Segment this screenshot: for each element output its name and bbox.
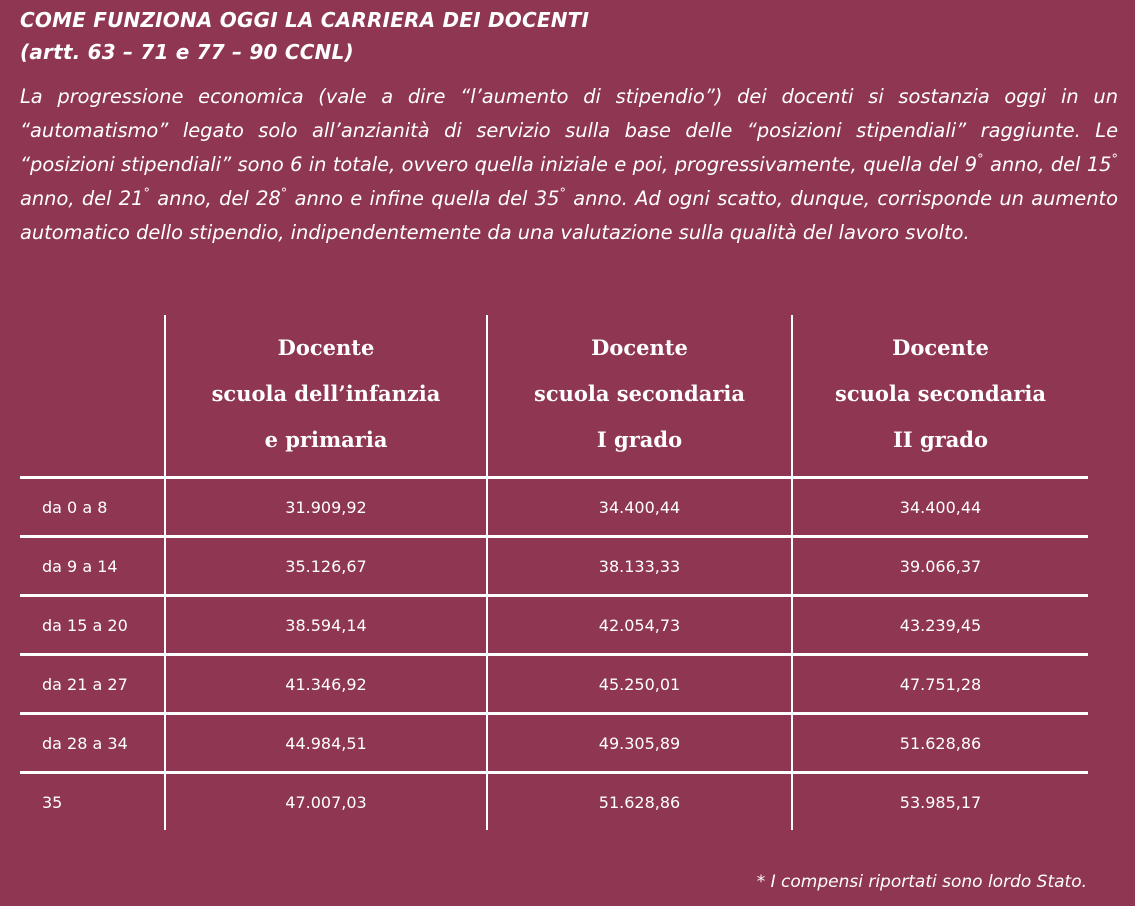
salary-cell: 31.909,92 [165, 478, 487, 537]
header-line: Docente [892, 334, 989, 360]
salary-cell: 41.346,92 [165, 655, 487, 714]
row-label: da 21 a 27 [20, 655, 165, 714]
header-line: Docente [591, 334, 688, 360]
row-label: da 15 a 20 [20, 596, 165, 655]
salary-cell: 38.594,14 [165, 596, 487, 655]
footnote: * I compensi riportati sono lordo Stato. [756, 872, 1087, 892]
salary-cell: 34.400,44 [792, 478, 1088, 537]
table-row [20, 714, 1088, 773]
intro-text: anno e infine quella del 35 [287, 187, 560, 210]
header-secondaria-primo-grado [487, 315, 792, 478]
salary-cell: 38.133,33 [487, 537, 792, 596]
intro-text: anno. Ad ogni scatto, dunque, corrisponde un aumento automatico dello stipendio, indipendentemente da una valutazione sulla qualità del lavoro svolto. [20, 187, 1118, 244]
salary-cell: 47.007,03 [165, 773, 487, 831]
salary-cell: 49.305,89 [487, 714, 792, 773]
header-line: scuola secondaria [835, 380, 1046, 406]
degree-sign: ° [1111, 152, 1118, 168]
row-label: da 9 a 14 [20, 537, 165, 596]
salary-cell: 42.054,73 [487, 596, 792, 655]
degree-sign: ° [280, 186, 288, 202]
intro-paragraph [20, 80, 1118, 250]
salary-cell: 34.400,44 [487, 478, 792, 537]
intro-text: anno, del 21 [20, 187, 144, 210]
salary-cell: 53.985,17 [792, 773, 1088, 831]
header-empty-corner [20, 315, 165, 478]
salary-cell: 44.984,51 [165, 714, 487, 773]
intro-text: anno, del 28 [149, 187, 281, 210]
header-line: e primaria [264, 426, 388, 452]
header-line: scuola secondaria [534, 380, 745, 406]
table-row [20, 655, 1088, 714]
row-label: da 0 a 8 [20, 478, 165, 537]
table-header-row [20, 315, 1088, 478]
salary-cell: 51.628,86 [792, 714, 1088, 773]
row-label: da 28 a 34 [20, 714, 165, 773]
header-infanzia-primaria [165, 315, 487, 478]
salary-cell: 43.239,45 [792, 596, 1088, 655]
header-line: scuola dell’infanzia [211, 380, 441, 406]
salary-table [20, 315, 1088, 830]
header-line: Docente [277, 334, 375, 360]
title-line-2: (artt. 63 – 71 e 77 – 90 CCNL) [20, 40, 354, 64]
intro-text: anno, del 15 [983, 153, 1112, 176]
header-line: I grado [596, 426, 683, 452]
page-title [20, 4, 589, 68]
salary-cell: 51.628,86 [487, 773, 792, 831]
table-row [20, 478, 1088, 537]
header-secondaria-secondo-grado [792, 315, 1088, 478]
degree-sign: ° [977, 152, 984, 168]
table-row [20, 596, 1088, 655]
row-label: 35 [42, 792, 63, 812]
header-line: II grado [892, 426, 988, 452]
salary-cell: 39.066,37 [792, 537, 1088, 596]
intro-text: La progressione economica (vale a dire “l’aumento di stipendio”) dei docenti si sostanzia oggi in un “automatismo” legato solo all’anzianità di servizio sulla base delle “posizioni stipendiali” raggiunte. Le “posizioni stipendiali” sono 6 in totale, ovvero quella iniziale e poi, progressivamente, quella del 9 [20, 85, 1118, 176]
salary-cell: 47.751,28 [792, 655, 1088, 714]
table-row [20, 537, 1088, 596]
title-line-1: COME FUNZIONA OGGI LA CARRIERA DEI DOCENTI [20, 8, 590, 32]
degree-sign: ° [559, 186, 566, 202]
degree-sign: ° [143, 186, 150, 202]
salary-cell: 35.126,67 [165, 537, 487, 596]
salary-cell: 45.250,01 [487, 655, 792, 714]
table-row [20, 773, 1088, 831]
